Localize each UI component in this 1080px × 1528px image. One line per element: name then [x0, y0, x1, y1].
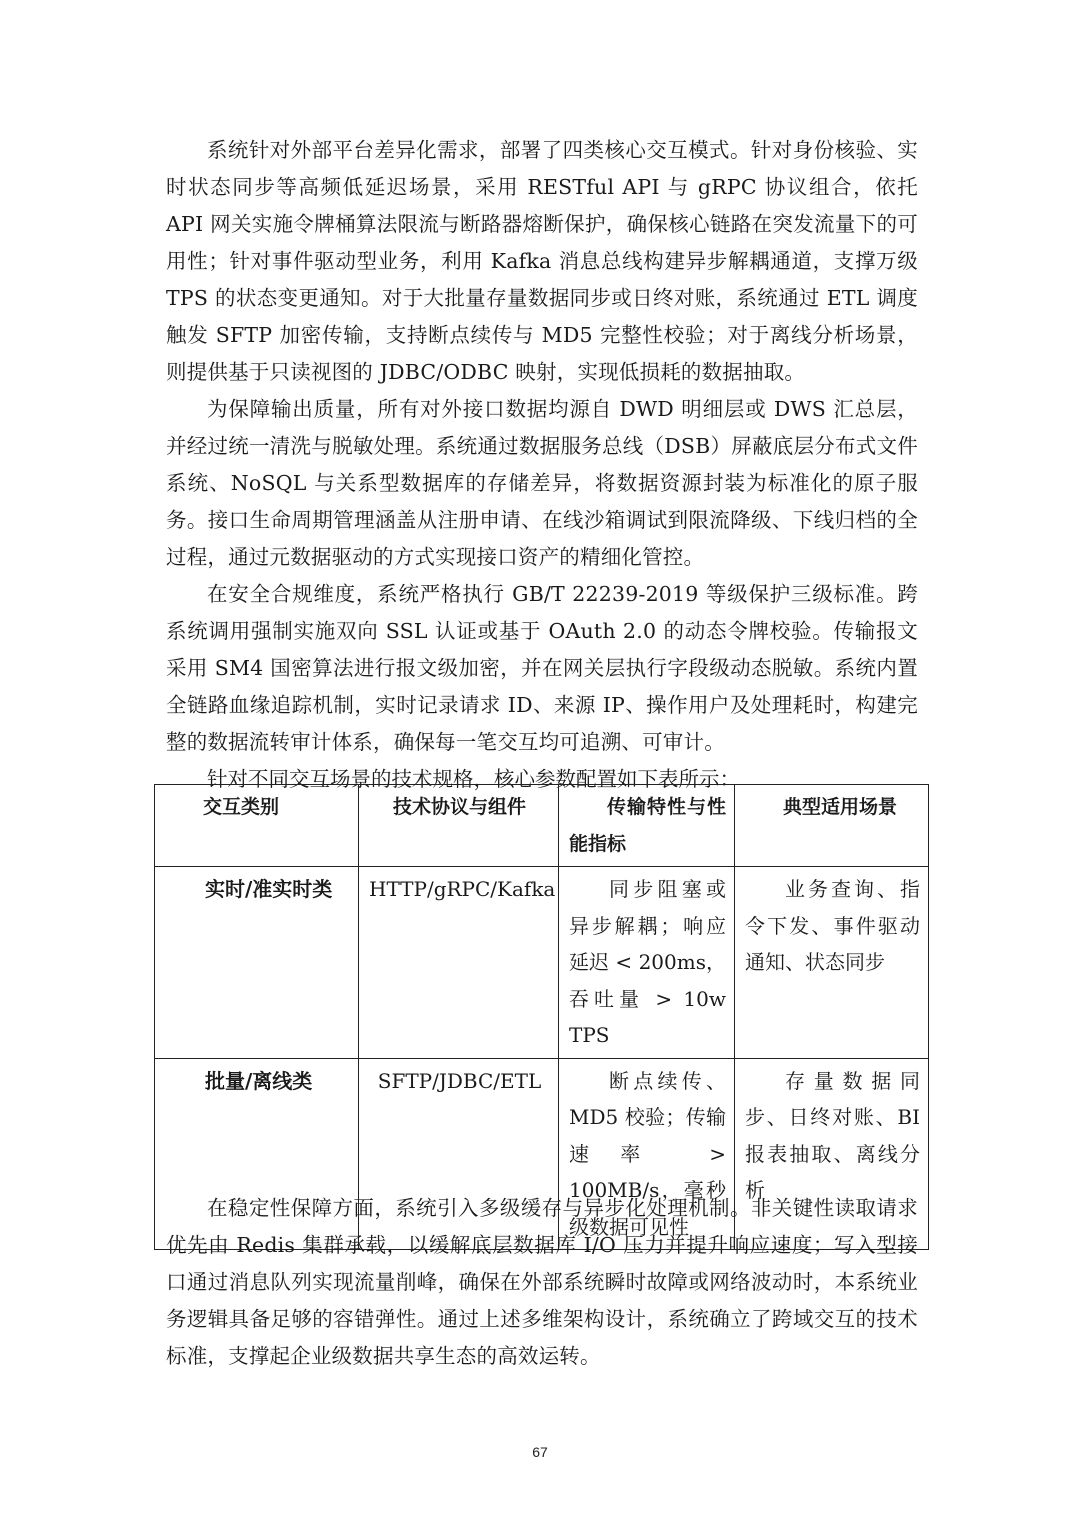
cell-category: 批量/离线类 — [155, 1058, 359, 1250]
header-protocol: 技术协议与组件 — [359, 785, 559, 867]
spec-table — [154, 784, 929, 1250]
closing-text — [166, 1190, 918, 1375]
header-performance: 传输特性与性能指标 — [559, 785, 735, 867]
cell-category: 实时/准实时类 — [155, 867, 359, 1059]
body-text — [166, 132, 918, 798]
cell-protocol: HTTP/gRPC/Kafka — [359, 867, 559, 1059]
table-header-row — [155, 785, 929, 867]
cell-performance: 同步阻塞或异步解耦；响应延迟 < 200ms，吞吐量 > 10w TPS — [559, 867, 735, 1059]
paragraph-interaction-modes: 系统针对外部平台差异化需求，部署了四类核心交互模式。针对身份核验、实时状态同步等高频低延迟场景，采用 RESTful API 与 gRPC 协议组合，依托 API 网关实施令牌桶算法限流与断路器熔断保护，确保核心链路在突发流量下的可用性；针对事件驱动型业务，利用 Kafka 消息总线构建异步解耦通道，支撑万级 TPS 的状态变更通知。对于大批量存量数据同步或日终对账，系统通过 ETL 调度触发 SFTP 加密传输，支持断点续传与 MD5 完整性校验；对于离线分析场景，则提供基于只读视图的 JDBC/ODBC 映射，实现低损耗的数据抽取。 — [166, 138, 918, 384]
table-intro: 针对不同交互场景的技术规格，核心参数配置如下表所示： — [207, 767, 740, 791]
page-number: 67 — [532, 1444, 548, 1460]
header-interaction-type: 交互类别 — [155, 785, 359, 867]
table-row — [155, 867, 929, 1059]
paragraph-output-quality: 为保障输出质量，所有对外接口数据均源自 DWD 明细层或 DWS 汇总层，并经过统一清洗与脱敏处理。系统通过数据服务总线（DSB）屏蔽底层分布式文件系统、NoSQL 与关系型数据库的存储差异，将数据资源封装为标准化的原子服务。接口生命周期管理涵盖从注册申请、在线沙箱调试到限流降级、下线归档的全过程，通过元数据驱动的方式实现接口资产的精细化管控。 — [166, 397, 918, 569]
cell-scenario: 存量数据同步、日终对账、BI 报表抽取、离线分析 — [735, 1058, 929, 1250]
cell-protocol: SFTP/JDBC/ETL — [359, 1058, 559, 1250]
cell-scenario: 业务查询、指令下发、事件驱动通知、状态同步 — [735, 867, 929, 1059]
header-scenario: 典型适用场景 — [735, 785, 929, 867]
cell-performance: 断点续传、MD5 校验；传输速率 > 100MB/s，毫秒级数据可见性 — [559, 1058, 735, 1250]
paragraph-stability: 在稳定性保障方面，系统引入多级缓存与异步化处理机制。非关键性读取请求优先由 Redis 集群承载，以缓解底层数据库 I/O 压力并提升响应速度；写入型接口通过消息队列实现流量削峰，确保在外部系统瞬时故障或网络波动时，本系统业务逻辑具备足够的容错弹性。通过上述多维架构设计，系统确立了跨域交互的技术标准，支撑起企业级数据共享生态的高效运转。 — [166, 1196, 918, 1368]
paragraph-security-compliance: 在安全合规维度，系统严格执行 GB/T 22239-2019 等级保护三级标准。跨系统调用强制实施双向 SSL 认证或基于 OAuth 2.0 的动态令牌校验。传输报文采用 SM4 国密算法进行报文级加密，并在网关层执行字段级动态脱敏。系统内置全链路血缘追踪机制，实时记录请求 ID、来源 IP、操作用户及处理耗时，构建完整的数据流转审计体系，确保每一笔交互均可追溯、可审计。 — [166, 582, 918, 754]
